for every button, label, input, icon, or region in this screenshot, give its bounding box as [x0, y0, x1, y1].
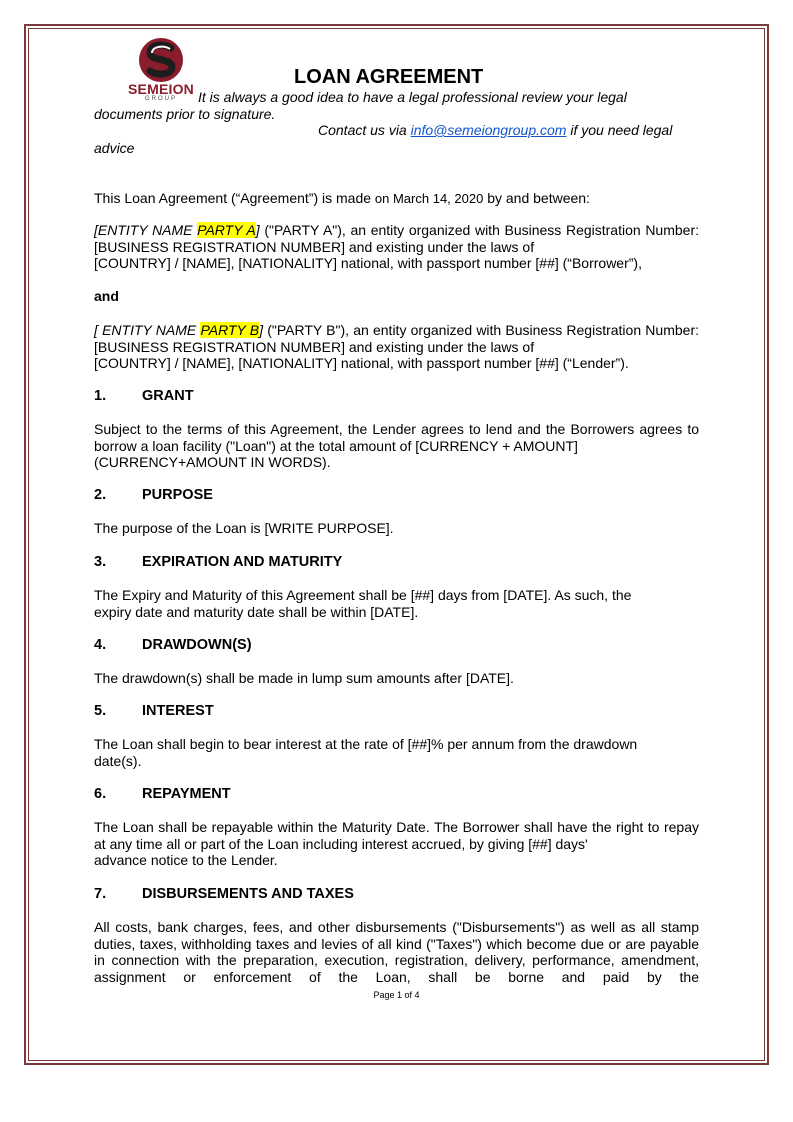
- party-b-paragraph: [94, 322, 699, 372]
- section-body-text: All costs, bank charges, fees, and other disbursements ("Disbursements") as well as all stamp duties, taxes, withholding taxes and levies of all kind ("Taxes") which become due or are payable in connection with the preparation, execution, registration, delivery, performance, amendment, assignment or enforcement of the Loan, shall be borne and paid by the: [94, 919, 699, 985]
- section-number: 4.: [94, 637, 107, 653]
- contact-prefix: Contact us via: [318, 122, 411, 138]
- section-heading: [94, 388, 194, 404]
- party-b-body: ("PARTY B"), an entity organized with Business Registration Number: [BUSINESS REGISTRATION NUMBER] and existing under the laws of: [94, 322, 699, 355]
- intro-text: This Loan Agreement (“Agreement”) is made: [94, 190, 375, 206]
- review-note-line4: advice: [94, 140, 135, 156]
- section-title: GRANT: [142, 388, 194, 404]
- section-body-text: The Loan shall be repayable within the Maturity Date. The Borrower shall have the right to repay at any time all or part of the Loan including interest accrued, by giving [##] days': [94, 819, 699, 852]
- section-heading: [94, 786, 231, 802]
- section-number: 3.: [94, 554, 107, 570]
- intro-paragraph: [94, 190, 699, 208]
- section-body: [94, 670, 699, 687]
- section-body-last: advance notice to the Lender.: [94, 852, 278, 868]
- section-body: [94, 919, 699, 985]
- section-title: INTEREST: [142, 703, 214, 719]
- contact-suffix: if you need legal: [566, 122, 673, 138]
- party-a-prefix: [ENTITY NAME: [94, 222, 198, 238]
- agreement-date: on March 14, 2020: [374, 191, 484, 206]
- section-heading: [94, 487, 213, 503]
- section-body-last: The Loan shall begin to bear interest at the rate of [##]% per annum from the drawdown date(s).: [94, 736, 638, 769]
- section-body-last: The drawdown(s) shall be made in lump sum amounts after [DATE].: [94, 670, 514, 686]
- section-number: 5.: [94, 703, 107, 719]
- party-b-suffix: ]: [259, 322, 264, 338]
- section-body: [94, 736, 664, 769]
- section-title: REPAYMENT: [142, 786, 231, 802]
- section-title: DISBURSEMENTS AND TAXES: [142, 886, 354, 902]
- section-body: [94, 587, 699, 620]
- party-a-highlight: PARTY A: [197, 222, 256, 238]
- page-border-inner: [28, 28, 765, 1061]
- party-a-paragraph: [94, 222, 699, 272]
- section-heading: [94, 554, 342, 570]
- section-heading: [94, 886, 354, 902]
- party-a-body: ("PARTY A"), an entity organized with Business Registration Number: [BUSINESS REGISTRATION NUMBER] and existing under the laws of: [94, 222, 699, 255]
- logo-wordmark: SEMEION: [128, 81, 194, 97]
- section-body-text: The Expiry and Maturity of this Agreement shall be [##] days from [DATE]. As such, the: [94, 587, 632, 603]
- party-b-highlight: PARTY B: [200, 322, 260, 338]
- party-b-last: [COUNTRY] / [NAME], [NATIONALITY] national, with passport number [##] (“Lender”).: [94, 355, 629, 371]
- section-body-last: (CURRENCY+AMOUNT IN WORDS).: [94, 454, 331, 470]
- section-number: 2.: [94, 487, 107, 503]
- section-body: [94, 421, 699, 471]
- section-heading: [94, 703, 214, 719]
- section-heading: [94, 637, 252, 653]
- party-b-prefix: [ ENTITY NAME: [94, 322, 201, 338]
- party-a-suffix: ]: [255, 222, 260, 238]
- section-title: PURPOSE: [142, 487, 213, 503]
- section-body: [94, 819, 699, 869]
- review-note-line2: documents prior to signature.: [94, 106, 276, 122]
- intro-tail: by and between:: [483, 190, 590, 206]
- email-link[interactable]: info@semeiongroup.com: [410, 122, 567, 138]
- section-title: EXPIRATION AND MATURITY: [142, 554, 343, 570]
- section-body-last: expiry date and maturity date shall be within [DATE].: [94, 603, 419, 620]
- section-body-text: Subject to the terms of this Agreement, the Lender agrees to lend and the Borrowers agrees to borrow a loan facility ("Loan") at the total amount of [CURRENCY + AMOUNT]: [94, 421, 699, 454]
- contact-note: [318, 122, 672, 139]
- section-body: [94, 520, 699, 537]
- section-number: 6.: [94, 786, 107, 802]
- party-a-last: [COUNTRY] / [NAME], [NATIONALITY] national, with passport number [##] (“Borrower”),: [94, 255, 642, 271]
- section-body-last: The purpose of the Loan is [WRITE PURPOSE].: [94, 520, 394, 536]
- and-label: and: [94, 288, 119, 304]
- section-title: DRAWDOWN(S): [142, 637, 252, 653]
- review-note-line1: It is always a good idea to have a legal professional review your legal: [198, 89, 627, 105]
- section-number: 7.: [94, 886, 107, 902]
- page-number: Page 1 of 4: [373, 990, 420, 1000]
- section-number: 1.: [94, 388, 107, 404]
- logo-subtext: GROUP: [144, 96, 177, 102]
- document-title: LOAN AGREEMENT: [294, 66, 484, 88]
